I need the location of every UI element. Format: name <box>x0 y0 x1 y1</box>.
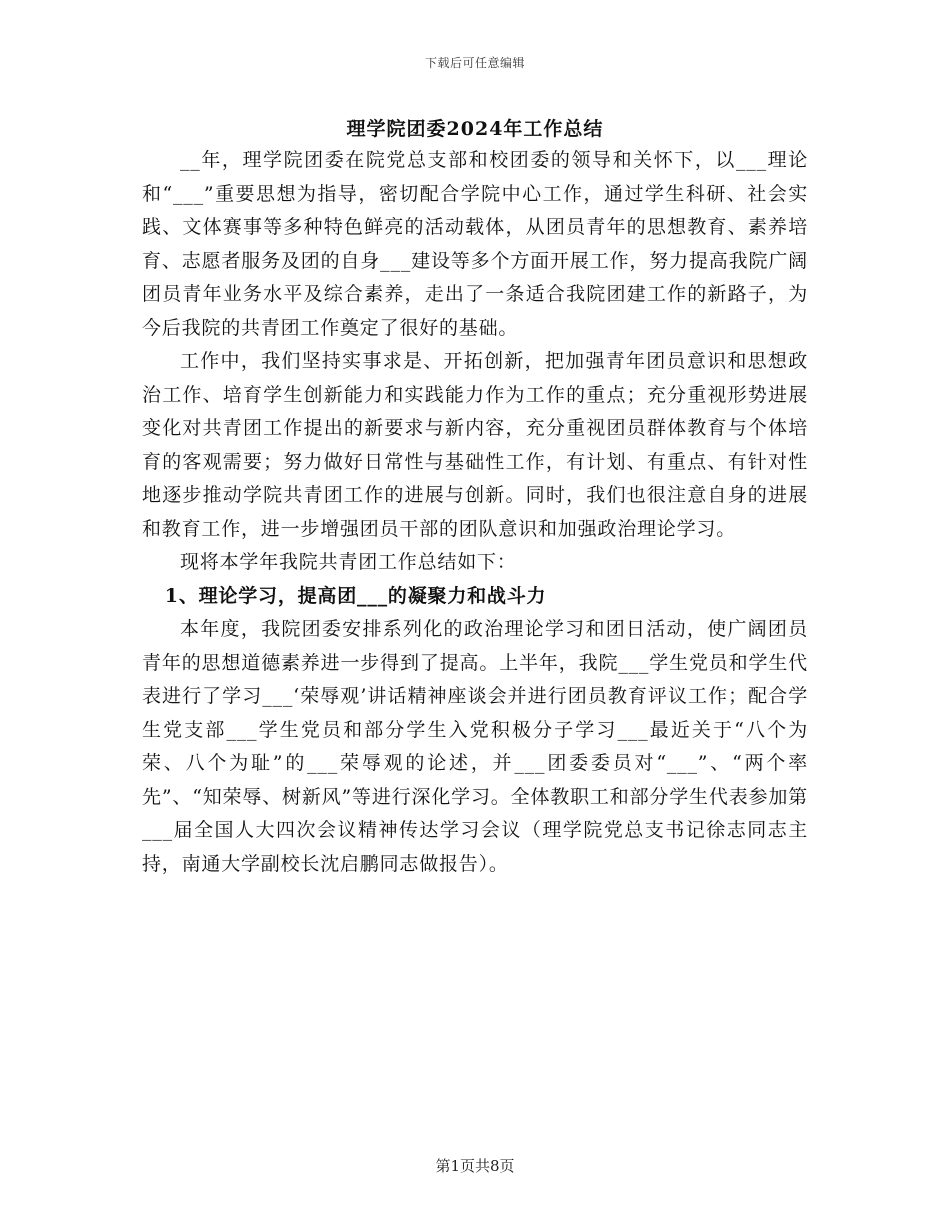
paragraph-theory-study: 本年度，我院团委安排系列化的政治理论学习和团日活动，使广阔团员青年的思想道德素养进一步得到了提高。上半年，我院___学生党员和学生代表进行了学习___‘荣辱观’讲话精神座谈会并进行团员教育评议工作；配合学生党支部___学生党员和部分学生入党积极分子学习___最近关于“八个为荣、八个为耻”的___荣辱观的论述，并___团委委员对“___”、“两个率先”、“知荣辱、树新风”等进行深化学习。全体教职工和部分学生代表参加第___届全国人大四次会议精神传达学习会议（理学院党总支书记徐志同志主持，南通大学副校长沈启鹏同志做报告）。 <box>142 618 808 875</box>
paragraph-summary-lead: 现将本学年我院共青团工作总结如下： <box>180 551 517 573</box>
paragraph-intro: __年，理学院团委在院党总支部和校团委的领导和关怀下，以___理论和“___”重要思想为指导，密切配合学院中心工作，通过学生科研、社会实践、文体赛事等多种特色鲜亮的活动载体，从团员青年的思想教育、素养培育、志愿者服务及团的自身___建设等多个方面开展工作，努力提高我院广阔团员青年业务水平及综合素养，走出了一条适合我院团建工作的新路子，为今后我院的共青团工作奠定了很好的基础。 <box>142 149 808 339</box>
header-note: 下载后可任意编辑 <box>424 56 525 70</box>
paragraph-work-focus: 工作中，我们坚持实事求是、开拓创新，把加强青年团员意识和思想政治工作、培育学生创新能力和实践能力作为工作的重点；充分重视形势进展变化对共青团工作提出的新要求与新内容，充分重视团员群体教育与个体培育的客观需要；努力做好日常性与基础性工作，有计划、有重点、有针对性地逐步推动学院共青团工作的进展与创新。同时，我们也很注意自身的进展和教育工作，进一步增强团员干部的团队意识和加强政治理论学习。 <box>142 350 808 540</box>
section-heading: 1、理论学习，提高团___的凝聚力和战斗力 <box>164 584 547 607</box>
document-body <box>142 144 808 881</box>
page-indicator: 第1页共8页 <box>435 1157 515 1175</box>
document-title: 理学院团委2024年工作总结 <box>346 118 604 140</box>
